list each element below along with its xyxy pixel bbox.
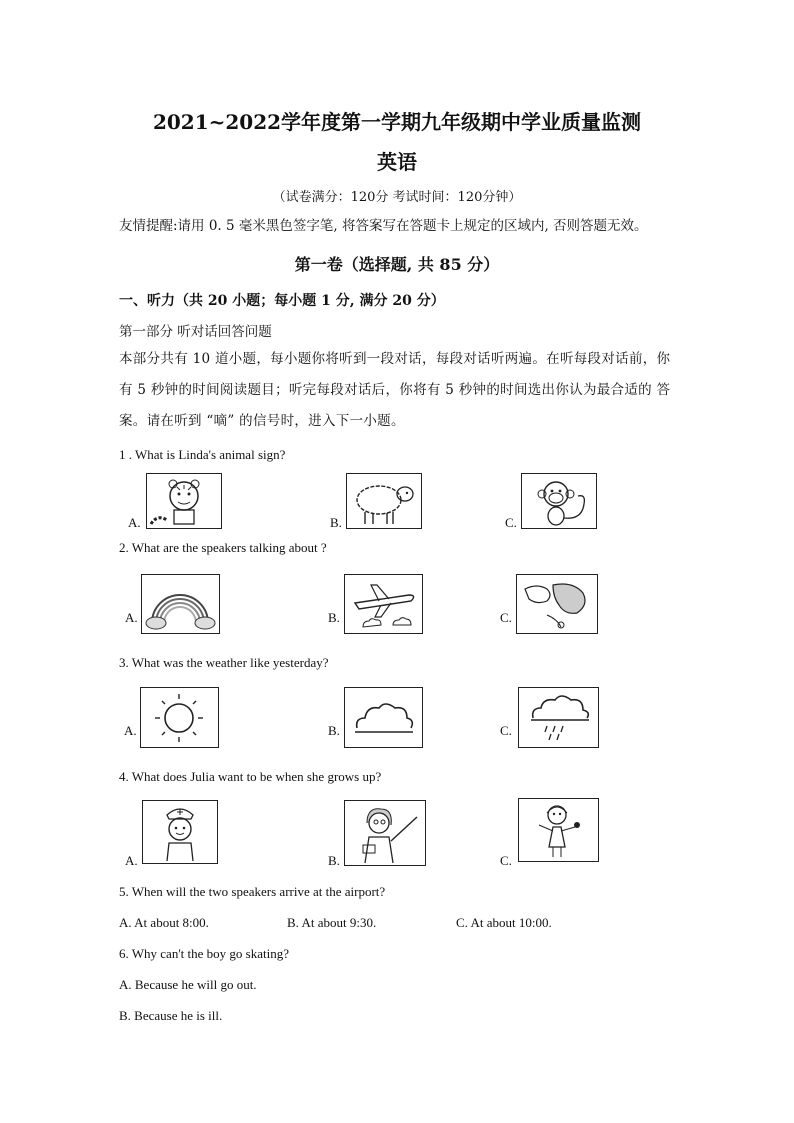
q1-option-b-letter: B.: [330, 515, 342, 530]
nurse-icon: [142, 800, 218, 864]
teacher-icon: [344, 800, 426, 866]
q6-option-b: B. Because he is ill.: [119, 1008, 223, 1023]
question-1: 1 . What is Linda's animal sign?: [119, 447, 286, 462]
subject-title: 英语: [377, 150, 417, 174]
q5-option-b: B. At about 9:30.: [287, 915, 377, 930]
q4-option-b-letter: B.: [328, 853, 340, 868]
sheep-icon: [346, 473, 422, 529]
tiger-icon: [146, 473, 222, 529]
question-4: 4. What does Julia want to be when she grows up?: [119, 769, 382, 784]
q3-option-a-letter: A.: [124, 723, 137, 738]
exam-info: （试卷满分：120分 考试时间：120分钟）: [272, 190, 522, 205]
section-heading: 一、听力（共 20 小题；每小题 1 分, 满分 20 分）: [119, 293, 445, 309]
map-icon: [516, 574, 598, 634]
q2-option-c-letter: C.: [500, 610, 512, 625]
q4-option-a-letter: A.: [125, 853, 138, 868]
q6-option-a: A. Because he will go out.: [119, 977, 257, 992]
rain-icon: [518, 687, 599, 748]
part-title: 第一部分 听对话回答问题: [119, 324, 272, 340]
monkey-icon: [521, 473, 597, 529]
reminder-text: 友情提醒:请用 0. 5 毫米黑色签字笔, 将答案写在答题卡上规定的区域内, 否则答题无效。: [119, 218, 648, 234]
sun-icon: [140, 687, 219, 748]
q5-option-a: A. At about 8:00.: [119, 915, 209, 930]
exam-title: 2021~2022学年度第一学期九年级期中学业质量监测: [152, 110, 642, 134]
q3-option-c-letter: C.: [500, 723, 512, 738]
cloud-icon: [344, 687, 423, 748]
volume-title: 第一卷（选择题, 共 85 分）: [294, 255, 500, 274]
singer-icon: [518, 798, 599, 862]
question-3: 3. What was the weather like yesterday?: [119, 655, 329, 670]
q1-option-a-letter: A.: [128, 515, 141, 530]
q2-option-b-letter: B.: [328, 610, 340, 625]
q2-option-a-letter: A.: [125, 610, 138, 625]
question-6: 6. Why can't the boy go skating?: [119, 946, 289, 961]
q5-option-c: C. At about 10:00.: [456, 915, 552, 930]
q1-option-c-letter: C.: [505, 515, 517, 530]
q3-option-b-letter: B.: [328, 723, 340, 738]
rainbow-icon: [141, 574, 220, 634]
question-2: 2. What are the speakers talking about ?: [119, 540, 327, 555]
q4-option-c-letter: C.: [500, 853, 512, 868]
question-5: 5. When will the two speakers arrive at the airport?: [119, 884, 386, 899]
airplane-icon: [344, 574, 423, 634]
instructions: 本部分共有 10 道小题，每小题你将听到一段对话，每段对话听两遍。在听每段对话前，你有 5 秒钟的时间阅读题目；听完每段对话后，你将有 5 秒钟的时间选出你认为最合适的 答案。请在听到 “嘀” 的信号时，进入下一小题。: [119, 351, 671, 429]
